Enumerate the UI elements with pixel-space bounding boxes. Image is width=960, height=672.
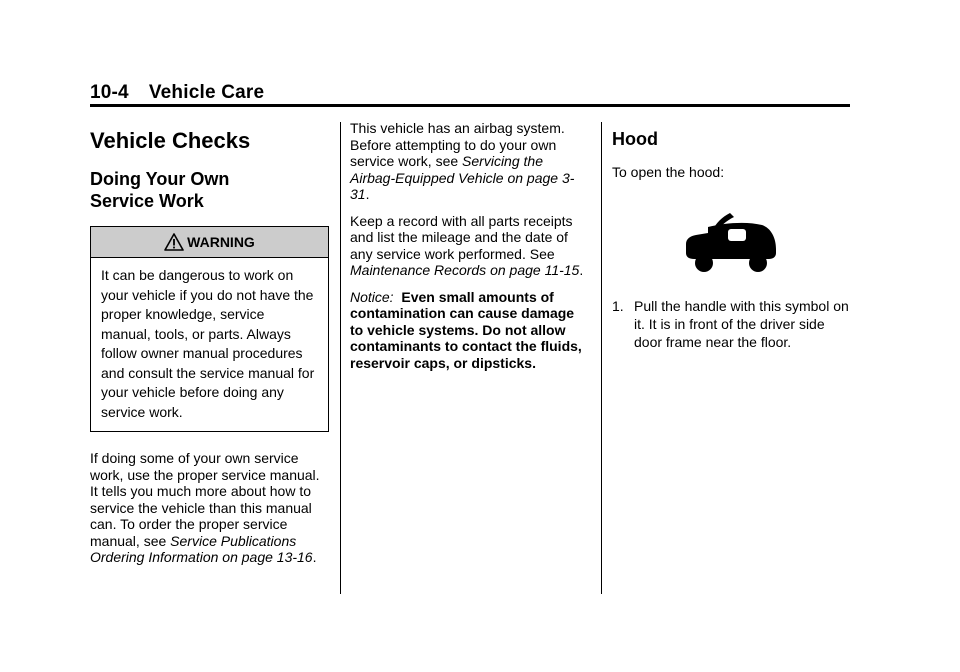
service-manual-paragraph bbox=[90, 450, 330, 566]
page-title: Vehicle Checks bbox=[90, 128, 251, 153]
warning-text: It can be dangerous to work on your vehicle if you do not have the proper knowledge, service manual, tools, or parts. Always follow owner manual procedures and consult the service manual for your vehicle before doing any service work. bbox=[101, 267, 315, 420]
subsection-title-line2: Service Work bbox=[90, 191, 204, 211]
maintenance-records-link[interactable]: Maintenance Records on page 11-15 bbox=[350, 262, 580, 278]
airbag-servicing-link[interactable]: Servicing the Airbag-Equipped Vehicle on page 3-31 bbox=[350, 153, 575, 202]
records-end: . bbox=[579, 262, 584, 278]
column-1 bbox=[90, 120, 330, 576]
column-3 bbox=[612, 120, 852, 351]
section-title: Vehicle Care bbox=[148, 82, 265, 103]
notice-paragraph bbox=[350, 289, 590, 372]
subsection-title bbox=[90, 168, 330, 212]
step-1 bbox=[612, 297, 852, 351]
airbag-paragraph bbox=[350, 120, 590, 203]
subsection-title-line1: Doing Your Own bbox=[90, 169, 230, 189]
column-divider-2 bbox=[601, 122, 602, 594]
header-rule bbox=[90, 104, 850, 107]
notice-label: Notice: bbox=[350, 288, 394, 305]
warning-label: WARNING bbox=[187, 234, 255, 250]
records-paragraph bbox=[350, 213, 590, 279]
hood-intro: To open the hood: bbox=[612, 164, 725, 180]
airbag-end: . bbox=[365, 186, 370, 202]
service-manual-text: If doing some of your own service work, use the proper service manual. It tells you much more about how to service the vehicle than this manual can. To order the proper service manual, see bbox=[90, 450, 320, 549]
hood-title: Hood bbox=[612, 129, 658, 149]
records-text: Keep a record with all parts receipts and list the mileage and the date of any service work performed. See bbox=[350, 212, 573, 262]
service-manual-end: . bbox=[312, 549, 317, 565]
service-publications-link[interactable]: Service Publications Ordering Information on page 13-16 bbox=[90, 532, 313, 565]
column-2 bbox=[350, 120, 590, 381]
warning-triangle-icon bbox=[164, 233, 184, 251]
airbag-text: This vehicle has an airbag system. Before attempting to do your own service work, see bbox=[350, 120, 565, 169]
hood-release-icon bbox=[684, 211, 778, 273]
step-text: Pull the handle with this symbol on it. It is in front of the driver side door frame near the floor. bbox=[634, 297, 849, 350]
step-number: 1. bbox=[612, 297, 624, 314]
page-header bbox=[90, 82, 264, 104]
warning-box bbox=[90, 226, 329, 432]
page-number: 10-4 bbox=[90, 82, 129, 103]
column-divider-1 bbox=[340, 122, 341, 594]
notice-text: Even small amounts of contamination can cause damage to vehicle systems. Do not allow contaminants to contact the fluids, reservoir caps, or dipsticks. bbox=[350, 288, 582, 371]
warning-header bbox=[91, 227, 328, 258]
